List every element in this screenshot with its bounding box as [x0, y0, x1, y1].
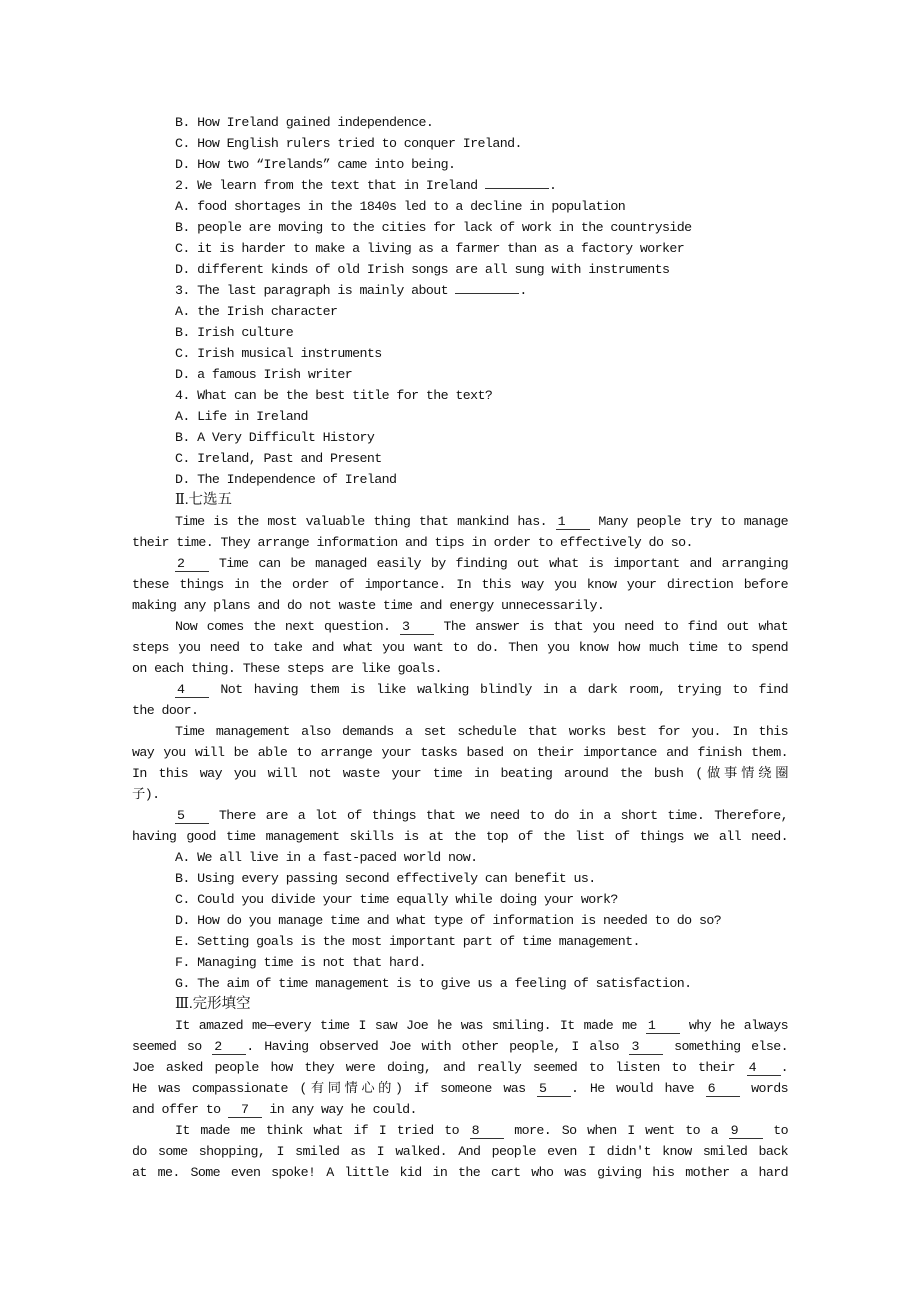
answer-blank: 6	[706, 1081, 740, 1097]
text-line: steps you need to take and what you want to do. Then you know how much time to spend	[132, 640, 788, 655]
option: A. We all live in a fast-paced world now.	[175, 850, 478, 865]
text-line	[132, 805, 788, 826]
text-line: at me. Some even spoke! A little kid in the cart who was giving his mother a hard	[132, 1165, 788, 1180]
answer-blank: 4	[175, 682, 209, 698]
answer-blank: 8	[470, 1123, 504, 1139]
text: words	[751, 1081, 788, 1096]
answer-blank: 5	[537, 1081, 571, 1097]
text-line	[132, 679, 788, 700]
text: . Having observed Joe with other people, I also	[246, 1039, 630, 1054]
section-heading: Ⅱ.七选五	[175, 492, 232, 508]
option: B. Using every passing second effectively can benefit us.	[175, 871, 596, 886]
question-4: 4. What can be the best title for the text?	[175, 388, 493, 403]
text-line	[132, 1120, 788, 1141]
text-line	[132, 1015, 788, 1036]
answer-blank: 5	[175, 808, 209, 824]
option: D. a famous Irish writer	[175, 367, 353, 382]
option: A. the Irish character	[175, 304, 338, 319]
option: B. people are moving to the cities for lack of work in the countryside	[175, 220, 692, 235]
question-stem: 3. The last paragraph is mainly about	[175, 283, 456, 298]
answer-blank	[485, 188, 549, 189]
document-page	[132, 112, 788, 1183]
option: D. The Independence of Ireland	[175, 472, 397, 487]
text: There are a lot of things that we need to do in a short time. Therefore,	[218, 808, 788, 823]
text: something else.	[674, 1039, 788, 1054]
text: Many people try to manage	[598, 514, 788, 529]
text-line: do some shopping, I smiled as I walked. And people even I didn't know smiled back	[132, 1144, 788, 1159]
question-2	[132, 175, 788, 196]
text-line: the door.	[132, 703, 199, 718]
text-line	[132, 1099, 788, 1120]
text-line: Time management also demands a set schedule that works best for you. In this	[175, 724, 788, 739]
text-line: having good time management skills is at the top of the list of things we all need.	[132, 829, 788, 844]
text: Now comes the next question.	[175, 619, 400, 634]
text-line: their time. They arrange information and tips in order to effectively do so.	[132, 535, 693, 550]
text: more. So when I went to a	[514, 1123, 729, 1138]
section-heading: Ⅲ.完形填空	[175, 996, 251, 1012]
text: Time can be managed easily by finding out what is important and arranging	[218, 556, 788, 571]
text-line	[132, 1078, 788, 1099]
answer-blank: 1	[646, 1018, 680, 1034]
text: The answer is that you need to find out what	[443, 619, 788, 634]
question-end: .	[548, 178, 557, 193]
text-line: these things in the order of importance. In this way you know your direction before	[132, 577, 788, 592]
text-line: way you will be able to arrange your tasks based on their importance and finish them.	[132, 745, 788, 760]
text: It amazed me—every time I saw Joe he was smiling. It made me	[175, 1018, 646, 1033]
option: B. A Very Difficult History	[175, 430, 375, 445]
option: F. Managing time is not that hard.	[175, 955, 426, 970]
text-line: 子).	[132, 787, 160, 802]
option: D. How do you manage time and what type of information is needed to do so?	[175, 913, 722, 928]
text-line	[132, 1057, 788, 1078]
option: A. food shortages in the 1840s led to a decline in population	[175, 199, 626, 214]
option: C. How English rulers tried to conquer Ireland.	[175, 136, 522, 151]
answer-blank: 3	[400, 619, 434, 635]
text: seemed so	[132, 1039, 213, 1054]
text: . He would have	[570, 1081, 706, 1096]
question-3	[132, 280, 788, 301]
text: .	[780, 1060, 788, 1075]
text-line: In this way you will not waste your time in beating around the bush (做事情绕圈	[132, 766, 788, 781]
answer-blank: 1	[556, 514, 590, 530]
text-line	[132, 616, 788, 637]
answer-blank: 2	[175, 556, 209, 572]
text: in any way he could.	[261, 1102, 417, 1117]
text: He was compassionate (有同情心的) if someone was	[132, 1081, 537, 1096]
text: Not having them is like walking blindly in a dark room, trying to find	[220, 682, 788, 697]
answer-blank: 2	[212, 1039, 246, 1055]
text: and offer to	[132, 1102, 228, 1117]
option: C. it is harder to make a living as a farmer than as a factory worker	[175, 241, 685, 256]
text: Joe asked people how they were doing, and really seemed to listen to their	[132, 1060, 747, 1075]
option: G. The aim of time management is to give us a feeling of satisfaction.	[175, 976, 692, 991]
answer-blank: 9	[729, 1123, 763, 1139]
text-line: making any plans and do not waste time and energy unnecessarily.	[132, 598, 605, 613]
answer-blank: 7	[228, 1102, 262, 1118]
option: B. Irish culture	[175, 325, 294, 340]
text: Time is the most valuable thing that mankind has.	[175, 514, 556, 529]
text: It made me think what if I tried to	[175, 1123, 470, 1138]
text-line	[132, 1036, 788, 1057]
option: C. Could you divide your time equally while doing your work?	[175, 892, 618, 907]
option: D. How two “Irelands” came into being.	[175, 157, 456, 172]
question-stem: 2. We learn from the text that in Ireland	[175, 178, 485, 193]
option: D. different kinds of old Irish songs are all sung with instruments	[175, 262, 670, 277]
question-end: .	[519, 283, 527, 298]
answer-blank	[455, 293, 519, 294]
option: E. Setting goals is the most important part of time management.	[175, 934, 640, 949]
option: C. Irish musical instruments	[175, 346, 382, 361]
option: A. Life in Ireland	[175, 409, 308, 424]
text: to	[773, 1123, 788, 1138]
answer-blank: 3	[629, 1039, 663, 1055]
text: why he always	[688, 1018, 788, 1033]
option: C. Ireland, Past and Present	[175, 451, 382, 466]
text-line	[132, 553, 788, 574]
option: B. How Ireland gained independence.	[175, 115, 434, 130]
text-line: on each thing. These steps are like goals.	[132, 661, 442, 676]
text-line	[132, 511, 788, 532]
answer-blank: 4	[747, 1060, 781, 1076]
